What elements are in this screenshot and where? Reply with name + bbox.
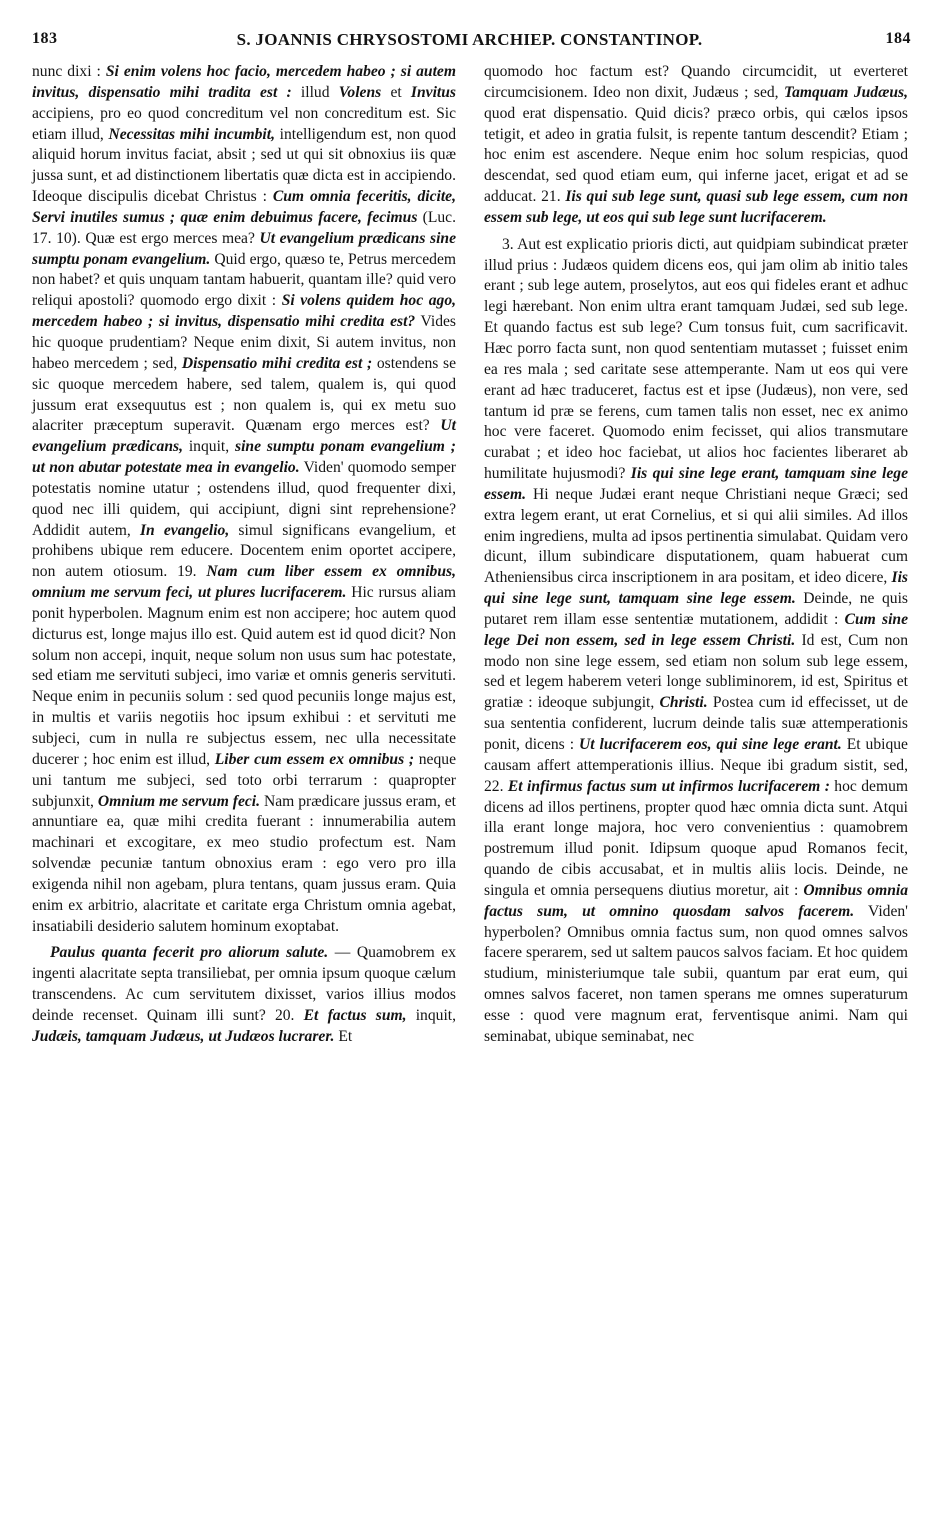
- scripture-quote: Dispensatio mihi credita est ;: [181, 354, 373, 372]
- text-run: illud: [291, 83, 339, 101]
- text-run: Viden' hyperbolen? Omnibus omnia factus sum, non quod omnes salvos facere sperarem, sed ut saltem paucos salvos faciam. Et hoc quidem studium, ministeriumque tale subii, quantum par erat eum, qui omnes salvos faceret, non tamen sperans me omnes superaturum esse : quod vere magnum erat, ferventisque animi. Nam qui seminabat, ubique seminabat, nec: [484, 902, 908, 1045]
- page-header: [0, 30, 939, 56]
- scripture-quote: Liber cum essem ex omnibus ;: [214, 750, 415, 768]
- scripture-quote: sine sumptu ponam evangelium ; ut non abutar potestate mea in evangelio.: [32, 438, 456, 477]
- paragraph: [484, 62, 908, 229]
- side-heading: Paulus quanta fecerit pro aliorum salute.: [50, 944, 329, 962]
- text-run: et: [381, 83, 411, 101]
- text-run: inquit,: [182, 438, 235, 456]
- text-run: Et: [334, 1027, 353, 1045]
- paragraph: [484, 235, 908, 1048]
- scripture-quote: Nam cum liber essem ex omnibus, omnium me servum feci, ut plures lucrifacerem.: [32, 563, 456, 602]
- scripture-quote: Necessitas mihi incumbit,: [108, 125, 275, 143]
- scripture-quote: Si volens quidem hoc ago, mercedem habeo ; si invitus, dispensatio mihi credita est?: [32, 292, 457, 331]
- text-run: (Luc. 17. 10). Quæ est ergo merces mea?: [32, 208, 456, 247]
- text-run: Viden' quomodo semper potestatis nomine utatur ; ostendens illud, quod frequenter dixi, quod nec illi quidem, qui accipiunt, digni sint reprehensione? Addidit autem,: [32, 459, 456, 539]
- text-run: quomodo hoc factum est? Quando circumcidit, ut everteret circumcisionem. Ideo non dixit, Judæus ; sed,: [484, 63, 908, 101]
- text-run: Id est, Cum non modo non sine lege essem, sed etiam non solum sub lege essem, sed et legem haberem veteri longe subliminorem, id est, Spiritus et gratiæ : ideoque subjungit,: [484, 631, 908, 712]
- text-run: Hic rursus aliam ponit hyperbolen. Magnum enim est non accipere; hoc autem quod dicturus est, longe majus illo est. Quid autem est id quod dicit? Non solum non accepi, inquit, neque solum non usus sum hac potestate, sed etiam me servituti subjeci, imo variæ et omnis generis servituti. Neque enim in pecuniis solum : sed quod pecuniis longe majus est, in multis et variis negotiis hoc ipsum exhibui : et servituti me subjeci, cum in nulla re subjectus essem, nec ulla necessitate ducerer ; hoc enim est illud,: [32, 584, 457, 768]
- text-run: Deinde, ne quis putaret rem illam esse sententiæ mutationem, addidit :: [484, 590, 908, 628]
- running-title: S. JOANNIS CHRYSOSTOMI ARCHIEP. CONSTANTINOP.: [236, 30, 703, 49]
- scripture-quote: Et factus sum,: [303, 1006, 407, 1024]
- text-run: ostendens se sic quoque mercedem habere, sed talem, qualem is, qui quod jussum erat exsequutus est ; non qualem is, qui ex metu suo alacriter præceptum superavit. Quænam ergo merces est?: [32, 354, 457, 435]
- scripture-quote: Et infirmus factus sum ut infirmos lucrifacerem :: [507, 777, 830, 795]
- text-run: 3. Aut est explicatio prioris dicti, aut quidpiam subindicat præter illud prius : Judæos quidem dicens eos, qui jam olim ab initio tales erant ; sub lege autem, proselytos, aut eos qui fideles erant et adhuc legi hærebant. Non enim ultra erant tamquam Judæi, sed sub lege. Et quando factus est sub lege? Cum tonsus fuit, cum sacrificavit. Hæc porro facta sunt, non quod sententiam mutasset ; fuisset enim ea res mala ; sed caritate sese attemperante. Nam ut eos qui vere erant ad hæc traduceret, factus est et ipse (Judæus), non vere, sed tantum id præ se ferens, cum tamen talis non esset, nec ex animo hoc vere faceret. Quomodo enim fecisset, qui alios transmutare curabat ; et ideo hoc faciebat, ut alios hoc facientes liberaret ab humilitate hujusmodi?: [484, 235, 908, 483]
- text-run: simul significans evangelium, et prohibens ubique rem educere. Docentem enim oportet accipere, non autem otiosum. 19.: [32, 521, 457, 581]
- text-run: Postea cum id effecisset, ut de sua sententia confiderent, lucrum deinde talis suæ attemperationis ponit, dicens :: [484, 694, 908, 753]
- paragraph: [32, 62, 456, 937]
- text-run: — Quamobrem ex ingenti alacritate septa transiliebat, per omnia ipsum quoque cælum transcendens. Ac cum servitutem dixisset, varios illius modos deinde recenset. Quinam illi sunt? 20.: [32, 944, 456, 1024]
- text-run: Quid ergo, quæso te, Petrus mercedem non habet? et quis unquam tantam habuerit, quantam ille? quid vero reliqui apostoli? quomodo ergo dixit :: [32, 250, 456, 310]
- scripture-quote: Ut evangelium prædicans,: [32, 417, 456, 456]
- text-run: Nam prædicare jussus eram, et annuntiare ea, quæ mihi credita fuerant : innumerabilia autem machinari et excogitare, ex meo studio profectum est. Nam solvendæ pecuniæ tantum obnoxius eram : ego vero pro illa exigenda nihil non agebam, plura tentans, quam jussus eram. Quia enim ex arbitrio, alacritate et caritate erga Christum omnia agebat, insatiabili desiderio salutem hominum exoptabat.: [32, 792, 457, 935]
- text-run: hoc demum dicens ad illos pertinens, propter quod hæc omnia dicta sunt. Atqui illa erant longe majora, hoc vero convenientius : quamobrem postremum illud ponit. Idipsum quoque apud Romanos fecit, quando de cibis accusabat, et in multis aliis locis. Deinde, ne singula et omnia persequens diutius moretur, ait :: [484, 777, 908, 899]
- scripture-quote: In evangelio,: [139, 521, 230, 539]
- scripture-quote: Omnium me servum feci.: [97, 792, 261, 810]
- scripture-quote: Tamquam Judæus,: [783, 83, 908, 101]
- text-run: intelligendum est, non quod aliquid horum invitus faciat, absit ; sed ut qui sit obnoxius iis quæ jussa sunt, et ad distinctionem libertatis quæ dicta est in accipiendo. Ideoque discipulis dicebat Christus :: [32, 125, 456, 206]
- right-page-number: 184: [885, 30, 911, 47]
- text-run: Hi neque Judæi erant neque Christiani neque Græci; sed extra legem erant, ut erat Cornelius, et si qui alii similes. Ad illos enim ingrediens, multa ad ipsos pertinentia simulabat. Quidam vero dicunt, illum subindicare disputationem, quam habuerat cum Atheniensibus circa inscriptionem in ara positam, et ideo dicere,: [484, 485, 908, 587]
- scripture-quote: Ut evangelium prædicans sine sumptu ponam evangelium.: [32, 229, 456, 268]
- scripture-quote: Invitus: [410, 83, 456, 101]
- left-page-number: 183: [32, 30, 58, 47]
- scripture-quote: Judæis, tamquam Judæus, ut Judæos lucrarer.: [32, 1027, 335, 1045]
- text-run: accipiens, pro eo quod concreditum vel non concreditum est. Sic etiam illud,: [32, 104, 456, 143]
- scripture-quote: Iis qui sine lege erant, tamquam sine lege essem.: [484, 465, 908, 503]
- scripture-quote: Cum omnia feceritis, dicite, Servi inutiles sumus ; quæ enim debuimus facere, fecimus: [32, 188, 456, 226]
- text-run: neque uni tantum me subjeci, sed toto orbi terrarum : quapropter subjunxit,: [32, 750, 456, 810]
- text-run: nunc dixi :: [32, 63, 106, 80]
- scripture-quote: Si enim volens hoc facio, mercedem habeo ; si autem invitus, dispensatio mihi tradita est :: [32, 63, 456, 101]
- text-run: inquit,: [406, 1006, 457, 1024]
- scripture-quote: Omnibus omnia factus sum, ut omnino quosdam salvos facerem.: [484, 881, 908, 920]
- text-run: Et ubique causam affert attemperationis illius. Neque ibi gradum sistit, sed, 22.: [484, 736, 908, 795]
- left-column: [32, 62, 456, 1048]
- scripture-quote: Iis qui sub lege sunt, quasi sub lege essem, cum non essem sub lege, ut eos qui sub lege sunt lucrifacerem.: [484, 188, 908, 226]
- scripture-quote: Iis qui sine lege sunt, tamquam sine lege essem.: [484, 569, 908, 608]
- scripture-quote: Christi.: [659, 694, 708, 712]
- text-run: quod erat dispensatio. Quid dicis? præco orbis, qui cælos ipsos tetigit, et adeo in gratia fulsit, is repente tantum descendit? Etiam ; hoc enim est ascendere. Neque enim hoc solum respicias, quod descendat, sed quod etiam eum, qui inferne jacet, erigat et ad se adducat. 21.: [484, 104, 908, 206]
- text-run: Vides hic quoque prudentiam? Neque enim dixit, Si autem invitus, non habeo mercedem ; sed,: [32, 313, 456, 372]
- scripture-quote: Volens: [338, 83, 382, 101]
- paragraph: [32, 943, 456, 1047]
- scripture-quote: Cum sine lege Dei non essem, sed in lege essem Christi.: [484, 610, 908, 649]
- right-column: [484, 62, 908, 1048]
- scripture-quote: Ut lucrifacerem eos, qui sine lege erant.: [579, 736, 842, 753]
